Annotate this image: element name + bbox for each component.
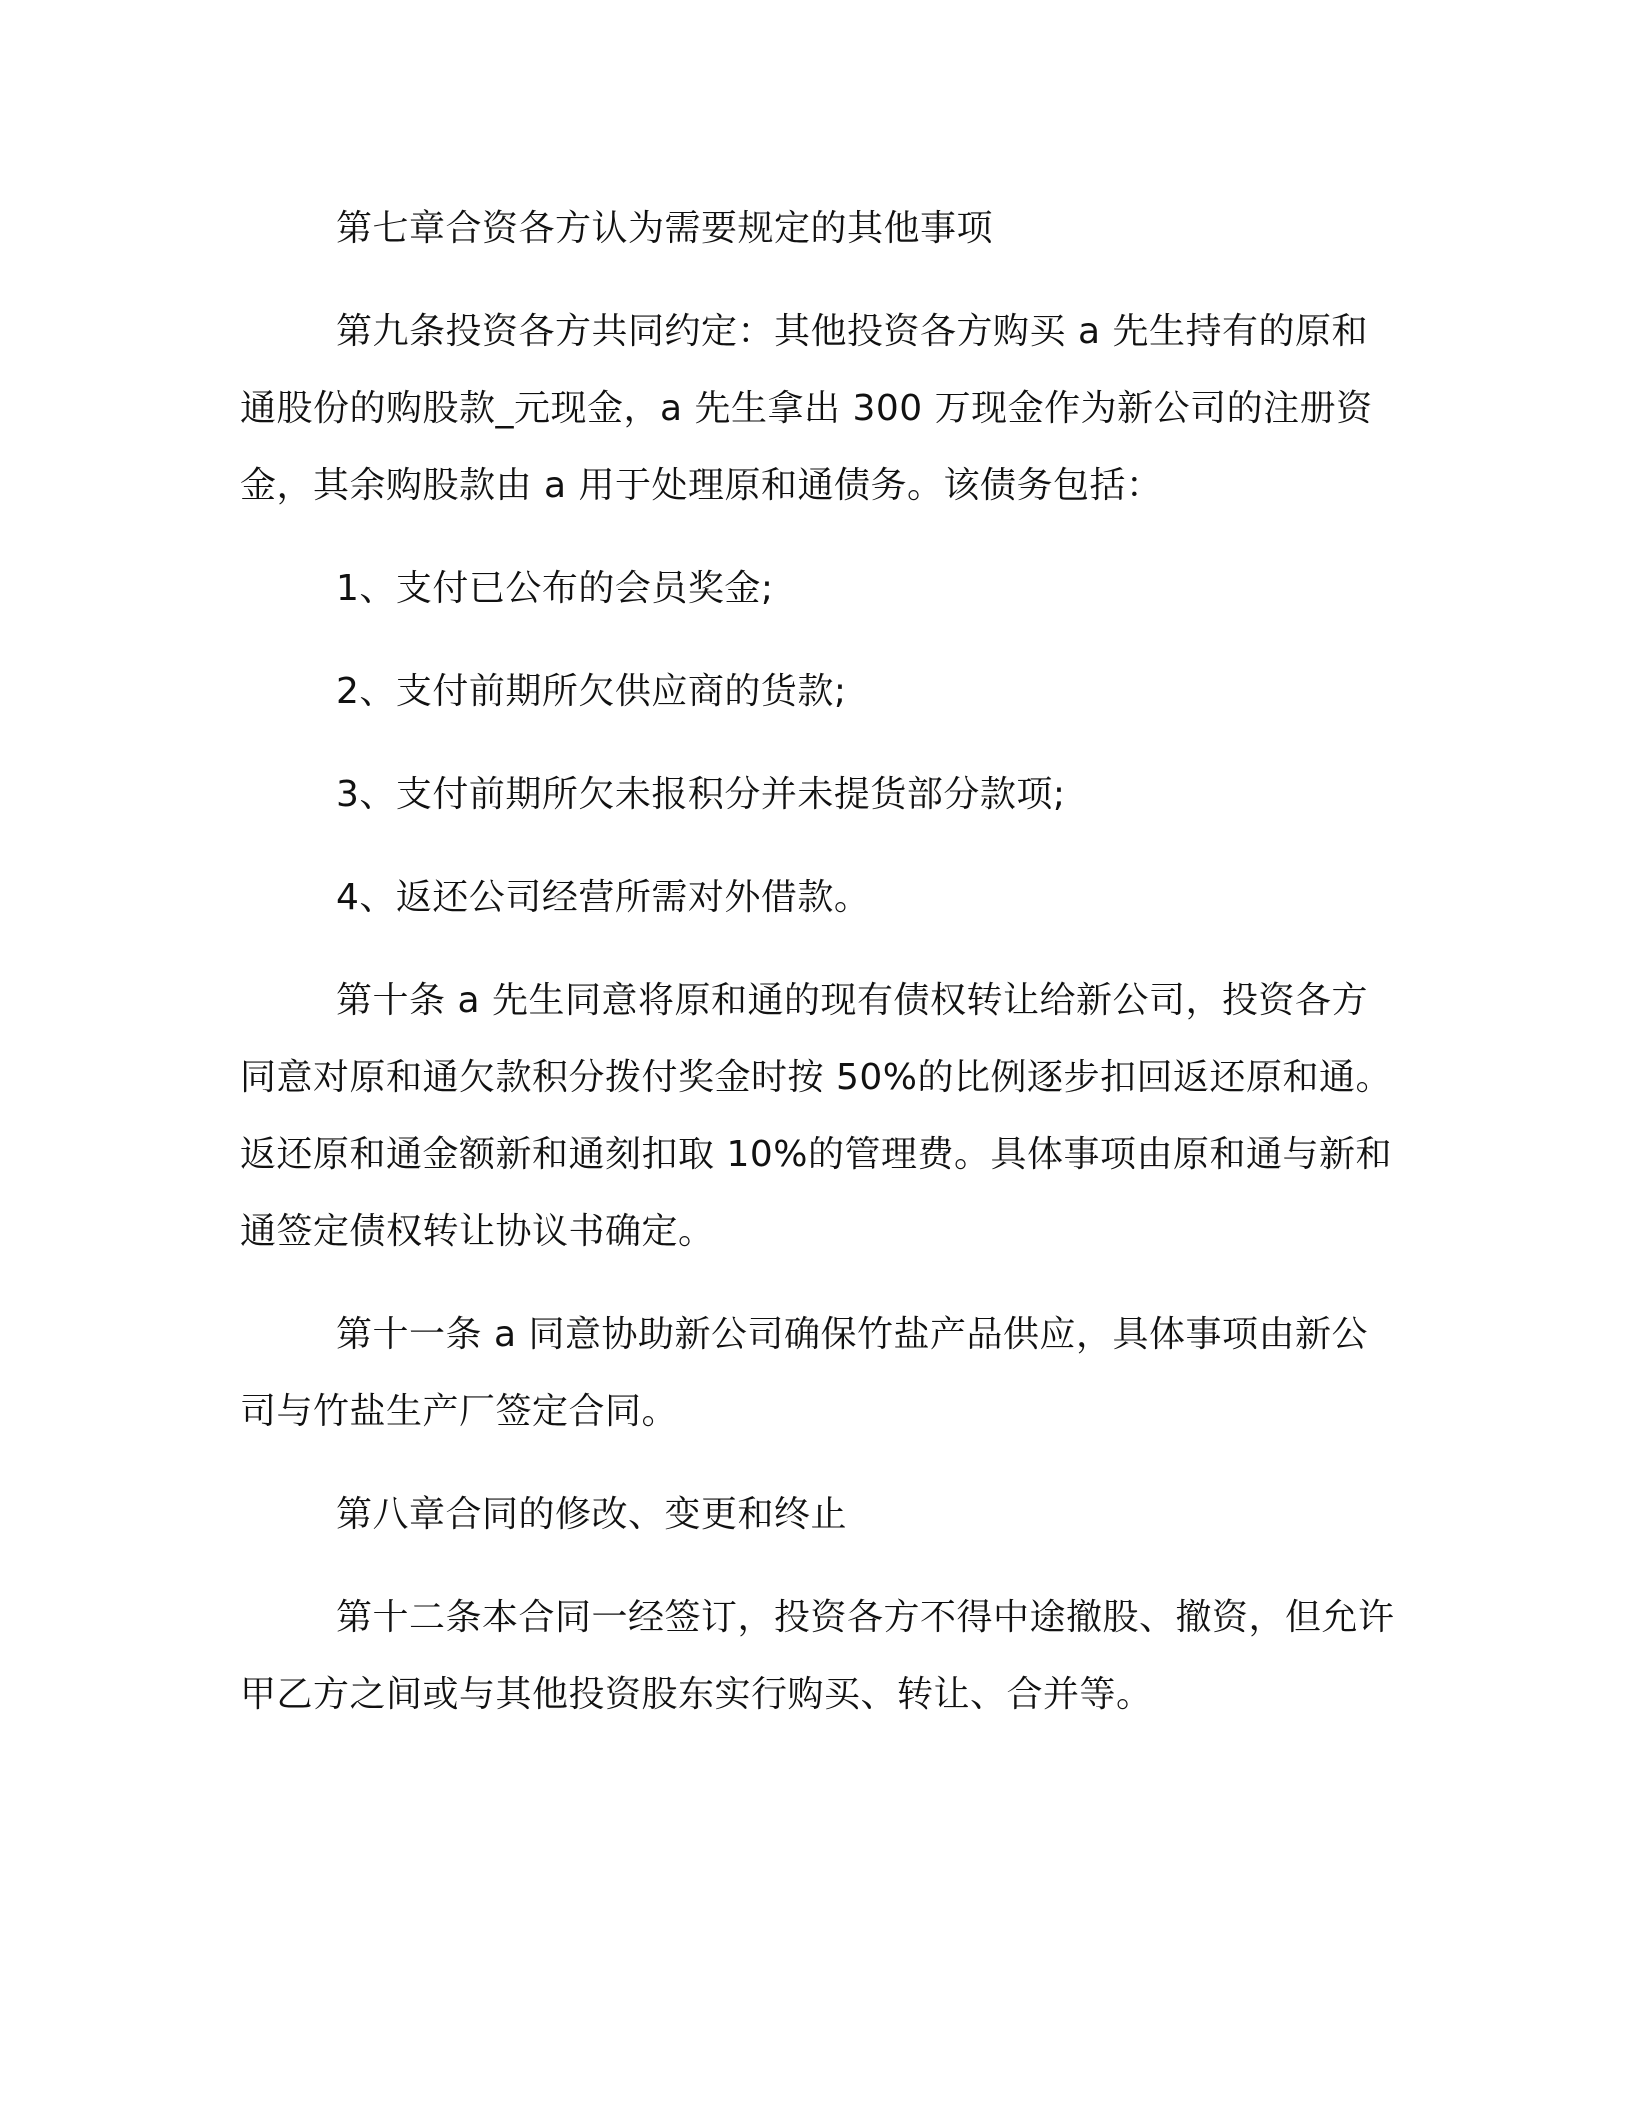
list-item-3: 3、支付前期所欠未报积分并未提货部分款项; xyxy=(336,774,1066,815)
article-9: 第九条投资各方共同约定：其他投资各方购买 a 先生持有的原和通股份的购股款_元现金，a 先生拿出 300 万现金作为新公司的注册资金，其余购股款由 a 用于处理原和通债务。该债务包括： xyxy=(240,311,1373,506)
chapter-7-heading: 第七章合资各方认为需要规定的其他事项 xyxy=(336,208,994,249)
article-11: 第十一条 a 同意协助新公司确保竹盐产品供应，具体事项由新公司与竹盐生产厂签定合同。 xyxy=(240,1314,1368,1432)
list-item-1: 1、支付已公布的会员奖金; xyxy=(336,568,774,609)
document-page xyxy=(240,190,1400,1733)
list-item-2: 2、支付前期所欠供应商的货款; xyxy=(336,671,847,712)
article-12: 第十二条本合同一经签订，投资各方不得中途撤股、撤资，但允许甲乙方之间或与其他投资股东实行购买、转让、合并等。 xyxy=(240,1597,1395,1715)
article-10: 第十条 a 先生同意将原和通的现有债权转让给新公司，投资各方同意对原和通欠款积分拨付奖金时按 50%的比例逐步扣回返还原和通。返还原和通金额新和通刻扣取 10%的管理费。具体事项由原和通与新和通签定债权转让协议书确定。 xyxy=(240,980,1392,1252)
list-item-4: 4、返还公司经营所需对外借款。 xyxy=(336,877,871,918)
chapter-8-heading: 第八章合同的修改、变更和终止 xyxy=(336,1494,848,1535)
